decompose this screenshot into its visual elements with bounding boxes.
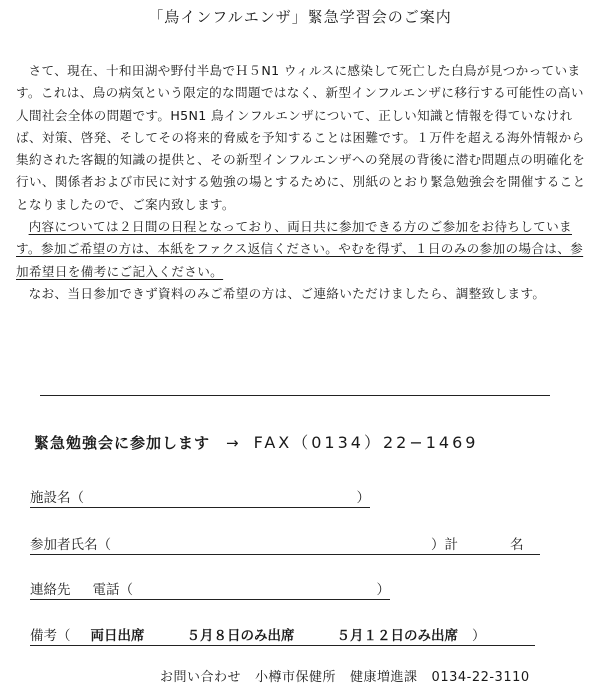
contact-close-paren: ） — [376, 582, 390, 598]
facility-name-field[interactable] — [30, 486, 370, 508]
paragraph-materials: なお、当日参加できず資料のみご希望の方は、ご連絡いただけましたら、調整致します。 — [28, 285, 546, 301]
department-name: 健康増進課 — [350, 670, 418, 685]
contact-phone-field[interactable] — [30, 578, 390, 600]
paragraph-intro: さて、現在、十和田湖や野付半島でＨ５N1 ウィルスに感染して死亡した白鳥が見つかっています。これは、鳥の病気という限定的な問題ではなく、新型インフルエンザに移行する可能性の高い人間社会全体の問題です。H5N1 鳥インフルエンザについて、正しい知識と情報を得ていなければ、対策、啓発、そしてその将来的脅威を予知することは困難です。１万件を超える海外情報から集約された客観的知識の提供と、その新型インフルエンザへの発展の背後に潜む問題点の明確化を行い、関係者および市民に対する勉強の場とするために、別紙のとおり緊急勉強会を開催することとなりましたので、ご案内致します。 — [16, 63, 586, 212]
participant-unit-label: 名 — [510, 537, 524, 553]
participant-name-field[interactable] — [30, 533, 540, 555]
office-name: 小樽市保健所 — [255, 670, 337, 685]
option-may-12-only[interactable]: ５月１２日のみ出席 — [336, 628, 458, 644]
inquiry-footer — [160, 666, 530, 685]
participant-label: 参加者氏名（ — [30, 537, 111, 553]
right-arrow-icon: → — [226, 434, 240, 452]
notes-field[interactable] — [30, 624, 535, 646]
option-both-days[interactable]: 両日出席 — [90, 628, 145, 644]
participant-total-label: 計 — [444, 537, 458, 553]
fax-reply-heading — [34, 430, 478, 453]
facility-label: 施設名（ — [30, 490, 84, 506]
participant-close-paren: ） — [431, 537, 445, 553]
document-title: 「鳥インフルエンザ」緊急学習会のご案内 — [148, 8, 452, 26]
fax-heading-label: 緊急勉強会に参加します — [34, 434, 211, 452]
inquiry-label: お問い合わせ — [160, 670, 242, 685]
contact-label: 連絡先 電話（ — [30, 582, 133, 598]
inquiry-phone: 0134-22-3110 — [431, 670, 530, 685]
paragraph-schedule: 内容については２日間の日程となっており、両日共に参加できる方のご参加をお待ちしています。参加ご希望の方は、本紙をファクス返信ください。やむを得ず、１日のみの参加の場合は、参加希望日を備考にご記入ください。 — [16, 219, 584, 279]
option-may-8-only[interactable]: ５月８日のみ出席 — [186, 628, 295, 644]
facility-close-paren: ） — [356, 490, 370, 506]
notes-close-paren: ） — [472, 628, 486, 644]
notes-label: 備考（ — [30, 628, 71, 644]
announcement-body — [16, 60, 586, 305]
fax-number: FAX（0134）22−1469 — [253, 433, 479, 452]
cut-divider-line — [40, 395, 550, 396]
